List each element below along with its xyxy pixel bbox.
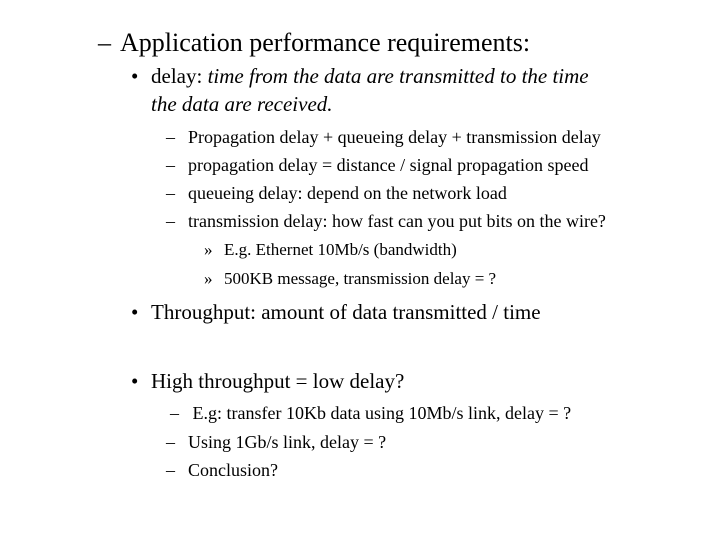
delay-bullet-marker: •: [131, 64, 139, 88]
delay-definition-line2: the data are received.: [151, 92, 333, 116]
list-item-marker: »: [204, 269, 213, 288]
list-item-text: queueing delay: depend on the network load: [188, 183, 507, 203]
high-throughput-bullet-marker: •: [131, 369, 139, 393]
list-item-marker: –: [166, 155, 175, 175]
list-item-marker: –: [166, 460, 175, 480]
list-item-text: Using 1Gb/s link, delay = ?: [188, 432, 387, 452]
delay-label: delay:: [151, 64, 203, 88]
list-item-text: transmission delay: how fast can you put bits on the wire?: [188, 211, 606, 231]
list-item-marker: –: [166, 211, 175, 231]
slide-heading: Application performance requirements:: [120, 28, 531, 57]
heading-marker: –: [98, 28, 111, 57]
high-throughput-bullet-text: High throughput = low delay?: [151, 369, 405, 393]
delay-bullet-line1: [151, 66, 589, 87]
list-item-text: propagation delay = distance / signal propagation speed: [188, 155, 589, 175]
throughput-bullet-marker: •: [131, 300, 139, 324]
list-item-marker: »: [204, 240, 213, 259]
list-item-text: E.g: transfer 10Kb data using 10Mb/s link, delay = ?: [188, 403, 572, 423]
list-item-text: Conclusion?: [188, 460, 278, 480]
list-item-marker: –: [170, 403, 179, 423]
list-item-text: E.g. Ethernet 10Mb/s (bandwidth): [224, 240, 457, 259]
list-item-marker: –: [166, 183, 175, 203]
list-item-text: Propagation delay + queueing delay + transmission delay: [188, 127, 601, 147]
list-item-marker: –: [166, 432, 175, 452]
throughput-bullet-text: Throughput: amount of data transmitted / time: [151, 300, 541, 324]
delay-definition-line1: time from the data are transmitted to the time: [207, 64, 589, 88]
list-item-marker: –: [166, 127, 175, 147]
list-item-text: 500KB message, transmission delay = ?: [224, 269, 497, 288]
